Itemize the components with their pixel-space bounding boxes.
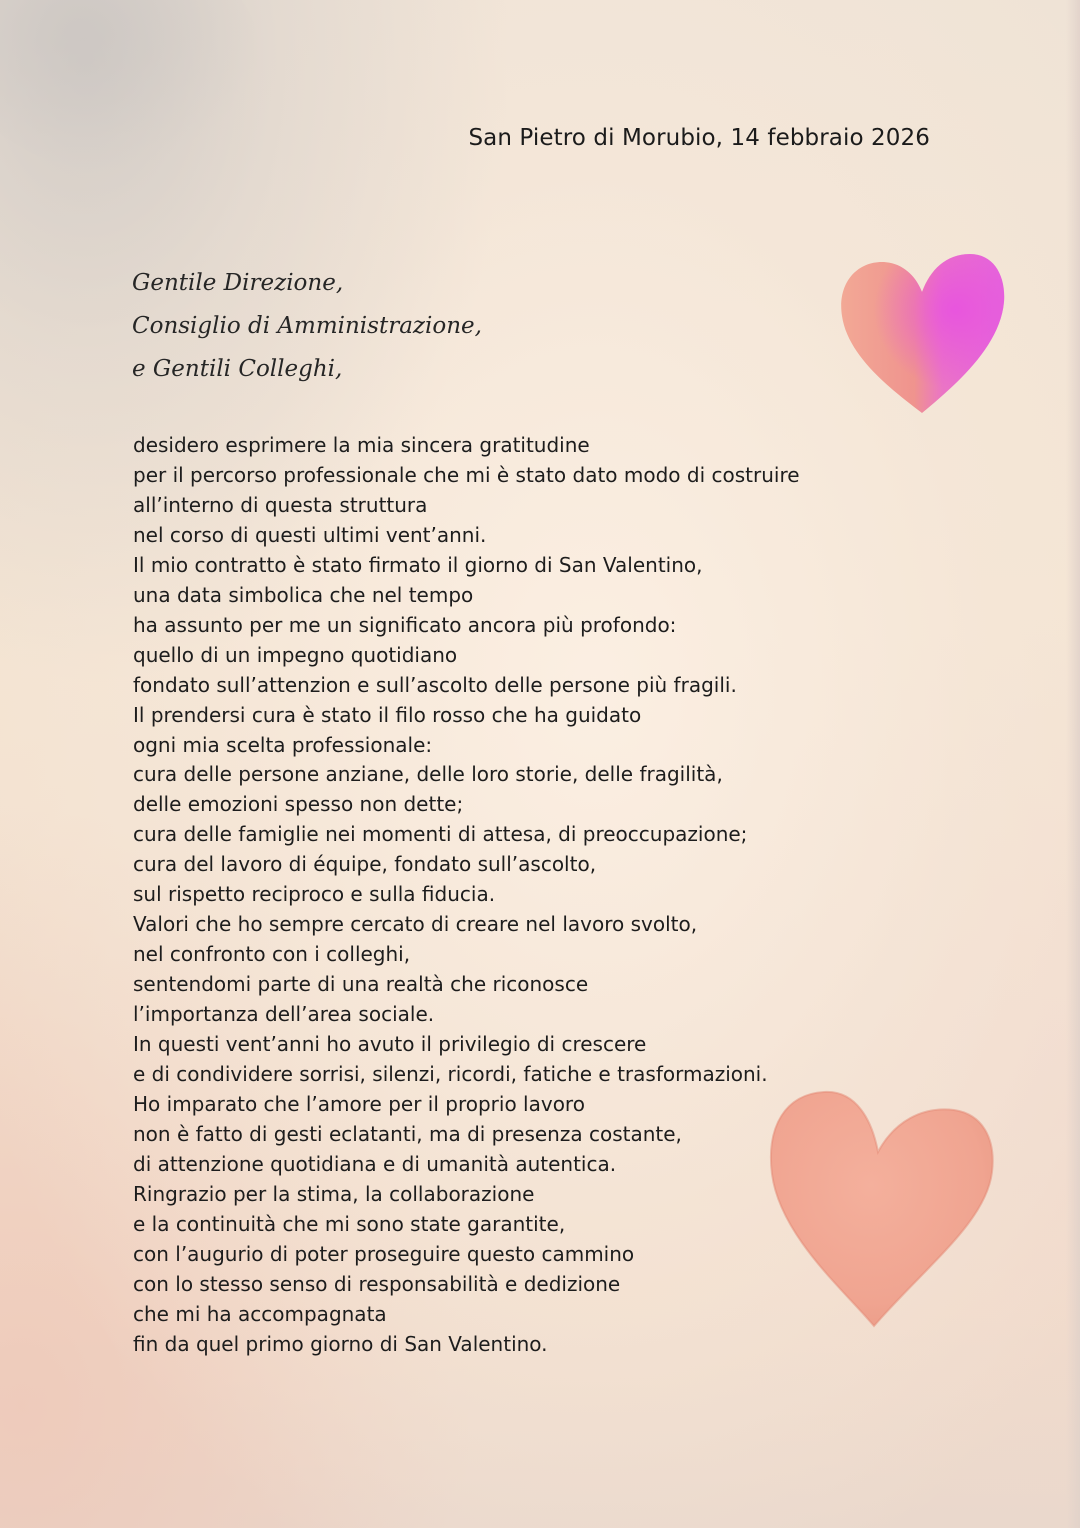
body-line: In questi vent’anni ho avuto il privilegio di crescere [133,1032,647,1057]
body-line: Valori che ho sempre cercato di creare nel lavoro svolto, [133,912,698,937]
body-line: Il mio contratto è stato firmato il giorno di San Valentino, [133,552,703,577]
body-line: e la continuità che mi sono state garantite, [133,1211,566,1236]
body-line: all’interno di questa struttura [133,492,428,517]
body-line: che mi ha accompagnata [133,1301,387,1326]
body-line: con lo stesso senso di responsabilità e dedizione [133,1271,621,1296]
body-line: sul rispetto reciproco e sulla fiducia. [133,882,496,907]
body-line: cura delle persone anziane, delle loro storie, delle fragilità, [133,762,723,787]
body-line: fin da quel primo giorno di San Valentino. [133,1331,548,1356]
body-line: non è fatto di gesti eclatanti, ma di presenza costante, [133,1121,682,1146]
salutation-line: e Gentili Colleghi, [132,356,343,382]
body-line: delle emozioni spesso non dette; [133,792,464,817]
body-line: Ringrazio per la stima, la collaborazione [133,1181,535,1206]
corner-shadow [0,0,260,170]
body-line: di attenzione quotidiana e di umanità autentica. [133,1151,617,1176]
body-line: fondato sull’attenzion e sull’ascolto delle persone più fragili. [133,672,737,697]
letter-body [133,431,853,1360]
body-line: cura delle famiglie nei momenti di attesa, di preoccupazione; [133,822,748,847]
body-line: sentendomi parte di una realtà che riconosce [133,972,589,997]
body-line: e di condividere sorrisi, silenzi, ricordi, fatiche e trasformazioni. [133,1062,768,1087]
body-line: una data simbolica che nel tempo [133,582,474,607]
body-line: ogni mia scelta professionale: [133,732,433,757]
body-line: quello di un impegno quotidiano [133,642,458,667]
body-line: nel corso di questi ultimi vent’anni. [133,522,487,547]
date-line: San Pietro di Morubio, 14 febbraio 2026 [468,125,930,151]
body-line: ha assunto per me un significato ancora più profondo: [133,612,677,637]
salutation-line: Consiglio di Amministrazione, [132,313,482,339]
body-line: per il percorso professionale che mi è stato dato modo di costruire [133,462,800,487]
body-line: con l’augurio di poter proseguire questo cammino [133,1241,635,1266]
body-line: l’importanza dell’area sociale. [133,1002,435,1027]
body-line: cura del lavoro di équipe, fondato sull’ascolto, [133,852,597,877]
body-line: nel confronto con i colleghi, [133,942,411,967]
body-line: Ho imparato che l’amore per il proprio lavoro [133,1091,585,1116]
heart-icon [836,248,1008,418]
salutation [132,262,482,391]
salutation-line: Gentile Direzione, [132,270,344,296]
body-line: Il prendersi cura è stato il filo rosso che ha guidato [133,702,642,727]
body-line: desidero esprimere la mia sincera gratitudine [133,433,590,457]
